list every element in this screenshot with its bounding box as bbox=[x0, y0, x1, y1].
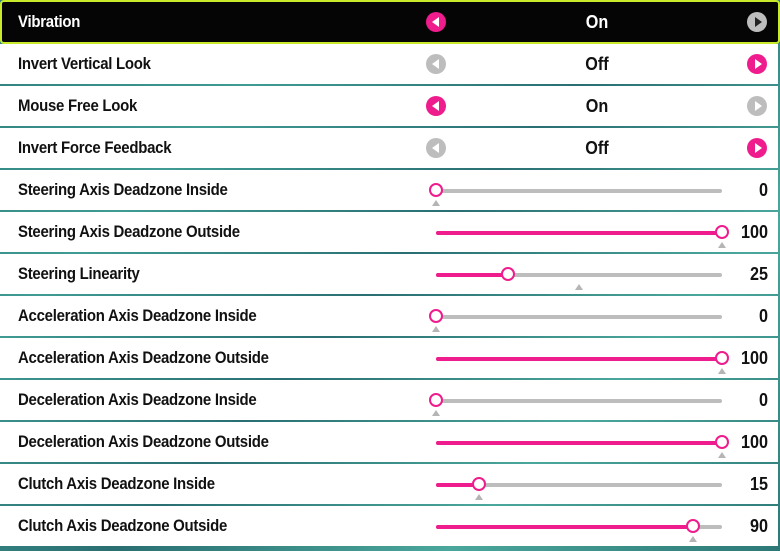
slider-track[interactable] bbox=[436, 483, 722, 487]
setting-label: Deceleration Axis Deadzone Inside bbox=[18, 390, 257, 409]
slider-track[interactable] bbox=[436, 525, 722, 529]
default-marker-icon bbox=[689, 536, 697, 542]
chevron-left-icon[interactable] bbox=[426, 54, 446, 74]
slider-handle[interactable] bbox=[429, 183, 443, 197]
setting-value: Off bbox=[585, 54, 609, 74]
slider-fill bbox=[436, 441, 722, 445]
slider-track[interactable] bbox=[436, 315, 722, 319]
setting-row-steering-linearity[interactable] bbox=[0, 254, 778, 294]
setting-label: Mouse Free Look bbox=[18, 96, 138, 115]
chevron-left-icon[interactable] bbox=[426, 12, 446, 32]
slider-value: 15 bbox=[749, 474, 768, 494]
slider-handle[interactable] bbox=[429, 309, 443, 323]
setting-row-mouse-free-look[interactable] bbox=[0, 86, 778, 126]
setting-label: Clutch Axis Deadzone Inside bbox=[18, 474, 215, 493]
setting-row-vibration[interactable] bbox=[0, 0, 780, 44]
setting-label: Steering Axis Deadzone Outside bbox=[18, 222, 240, 241]
slider-value: 100 bbox=[740, 432, 768, 452]
setting-label: Acceleration Axis Deadzone Inside bbox=[18, 306, 257, 325]
slider-handle[interactable] bbox=[429, 393, 443, 407]
setting-label: Invert Force Feedback bbox=[18, 138, 172, 157]
slider-value: 0 bbox=[758, 180, 768, 200]
setting-label: Steering Axis Deadzone Inside bbox=[18, 180, 228, 199]
chevron-left-icon[interactable] bbox=[426, 96, 446, 116]
slider-value: 0 bbox=[758, 306, 768, 326]
setting-label: Invert Vertical Look bbox=[18, 54, 151, 73]
chevron-right-icon[interactable] bbox=[747, 54, 767, 74]
default-marker-icon bbox=[432, 326, 440, 332]
slider-fill bbox=[436, 231, 722, 235]
default-marker-icon bbox=[575, 284, 583, 290]
slider-track[interactable] bbox=[436, 273, 722, 277]
setting-row-deceleration-axis-deadzone-outside[interactable] bbox=[0, 422, 778, 462]
setting-row-steering-axis-deadzone-outside[interactable] bbox=[0, 212, 778, 252]
chevron-right-icon[interactable] bbox=[747, 96, 767, 116]
setting-label: Clutch Axis Deadzone Outside bbox=[18, 516, 228, 535]
setting-row-clutch-axis-deadzone-outside[interactable] bbox=[0, 506, 778, 546]
slider-handle[interactable] bbox=[686, 519, 700, 533]
slider-track[interactable] bbox=[436, 357, 722, 361]
setting-label: Deceleration Axis Deadzone Outside bbox=[18, 432, 269, 451]
setting-row-acceleration-axis-deadzone-outside[interactable] bbox=[0, 338, 778, 378]
setting-value: On bbox=[585, 96, 609, 116]
setting-row-invert-force-feedback[interactable] bbox=[0, 128, 778, 168]
default-marker-icon bbox=[475, 494, 483, 500]
slider-handle[interactable] bbox=[472, 477, 486, 491]
chevron-right-icon[interactable] bbox=[747, 12, 767, 32]
setting-row-invert-vertical-look[interactable] bbox=[0, 44, 778, 84]
setting-label: Acceleration Axis Deadzone Outside bbox=[18, 348, 269, 367]
setting-value: On bbox=[585, 12, 609, 32]
setting-row-clutch-axis-deadzone-inside[interactable] bbox=[0, 464, 778, 504]
setting-row-acceleration-axis-deadzone-inside[interactable] bbox=[0, 296, 778, 336]
slider-handle[interactable] bbox=[501, 267, 515, 281]
slider-track[interactable] bbox=[436, 399, 722, 403]
default-marker-icon bbox=[432, 410, 440, 416]
setting-label: Vibration bbox=[18, 12, 81, 31]
setting-row-steering-axis-deadzone-inside[interactable] bbox=[0, 170, 778, 210]
slider-value: 90 bbox=[749, 516, 768, 536]
slider-track[interactable] bbox=[436, 189, 722, 193]
setting-label: Steering Linearity bbox=[18, 264, 140, 283]
slider-fill bbox=[436, 357, 722, 361]
slider-value: 100 bbox=[740, 222, 768, 242]
slider-value: 100 bbox=[740, 348, 768, 368]
chevron-right-icon[interactable] bbox=[747, 138, 767, 158]
slider-fill bbox=[436, 525, 693, 529]
slider-track[interactable] bbox=[436, 441, 722, 445]
setting-value: Off bbox=[585, 138, 609, 158]
slider-fill bbox=[436, 273, 508, 277]
default-marker-icon bbox=[432, 200, 440, 206]
chevron-left-icon[interactable] bbox=[426, 138, 446, 158]
slider-track[interactable] bbox=[436, 231, 722, 235]
slider-value: 0 bbox=[758, 390, 768, 410]
setting-row-deceleration-axis-deadzone-inside[interactable] bbox=[0, 380, 778, 420]
slider-value: 25 bbox=[749, 264, 768, 284]
